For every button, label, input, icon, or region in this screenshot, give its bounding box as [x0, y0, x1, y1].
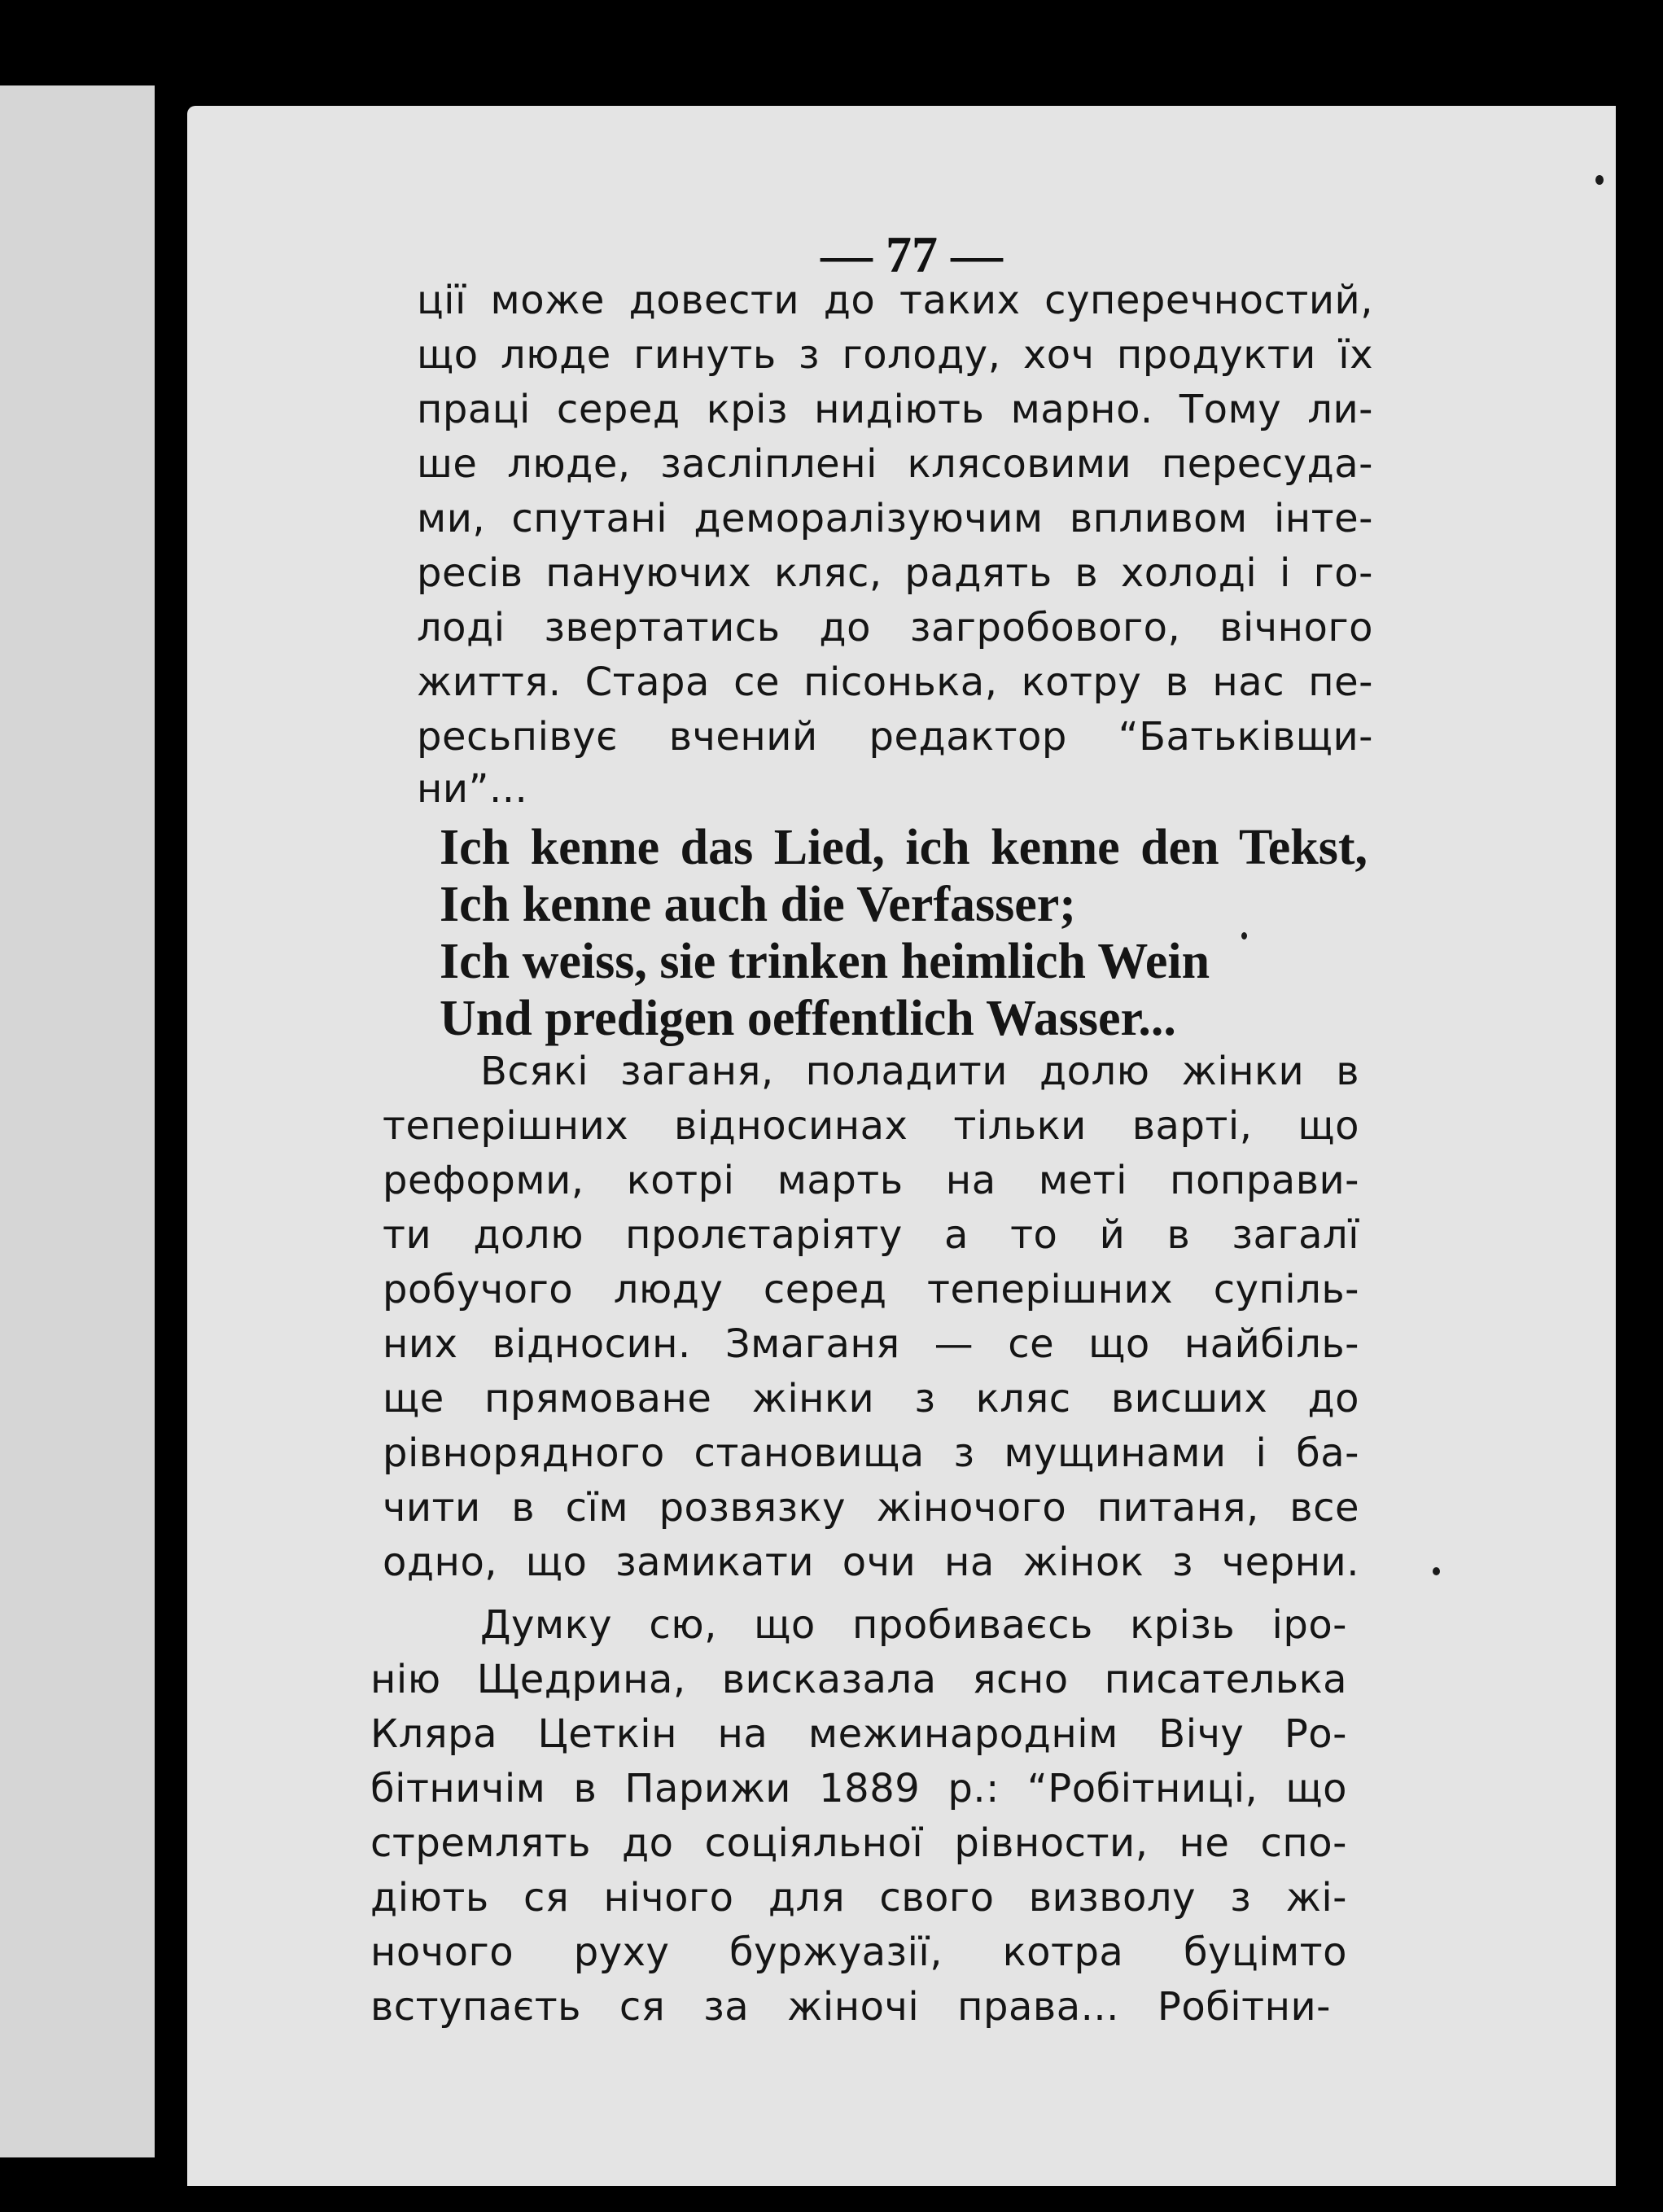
text-line: діють ся нічого для свого визволу з жі- [370, 1875, 1347, 1921]
dust-speck [1595, 175, 1604, 185]
left-page-edge [0, 85, 155, 2157]
text-line: вступаєть ся за жіночі права... Робітни- [370, 1984, 1331, 2030]
poem-line: Ich kenne das Lied, ich kenne den Tekst, [440, 820, 1368, 875]
poem-line: Ich weiss, sie trinken heimlich Wein [440, 934, 1210, 989]
poem-line: Ich kenne auch die Verfasser; [440, 877, 1076, 932]
text-line: ночого руху буржуазії, котра буцімто [370, 1929, 1347, 1975]
scan-border-right [1616, 73, 1663, 2212]
text-line: бітничім в Парижи 1889 р.: “Робітниці, що [370, 1766, 1347, 1811]
text-line: ще прямоване жінки з кляс висших до [383, 1376, 1359, 1421]
text-line: ції може довести до таких суперечностий, [417, 278, 1373, 323]
text-line: лоді звертатись до загробового, вічного [417, 605, 1373, 650]
text-line: стремлять до соціяльної рівности, не спо- [370, 1820, 1347, 1866]
text-line: що люде гинуть з голоду, хоч продукти їх [417, 332, 1373, 378]
text-line: чити в сїм розвязку жіночого питаня, все [383, 1485, 1359, 1531]
text-line: Думку сю, що пробиваєсь крізь іро- [480, 1602, 1347, 1648]
text-line: одно, що замикати очи на жінок з черни. [383, 1540, 1359, 1585]
text-line: них відносин. Змаганя — се що найбіль- [383, 1321, 1359, 1367]
text-line: Кляра Цеткін на межинароднім Вічу Ро- [370, 1711, 1347, 1757]
text-line: життя. Стара се пісонька, котру в нас пе- [417, 659, 1373, 705]
dust-speck [1433, 1567, 1440, 1575]
text-line: робучого люду серед теперішних супіль- [383, 1267, 1359, 1312]
text-line: реформи, котрі марть на меті поправи- [383, 1158, 1359, 1203]
text-line: ше люде, засліплені клясовими пересуда- [417, 441, 1373, 487]
book-gutter [155, 73, 187, 2190]
text-line: ресів пануючих кляс, радять в холоді і го- [417, 550, 1373, 596]
page-number: — 77 — [821, 226, 1003, 283]
text-line: ми, спутані деморалізуючим впливом інте- [417, 496, 1373, 541]
text-line: ни”... [417, 766, 528, 812]
text-line: рівнорядного становища з мущинами і ба- [383, 1430, 1359, 1476]
text-line: теперішних відносинах тільки варті, що [383, 1103, 1359, 1149]
text-line: ресьпівує вчений редактор “Батьківщи- [417, 714, 1373, 760]
poem-line: Und predigen oeffentlich Wasser... [440, 991, 1176, 1046]
text-line: праці серед кріз нидіють марно. Тому ли- [417, 387, 1373, 432]
text-line: ти долю пролєтаріяту а то й в загалї [383, 1212, 1359, 1258]
text-line: Всякі заганя, поладити долю жінки в [480, 1049, 1359, 1094]
text-line: нію Щедрина, висказала ясно писателька [370, 1657, 1347, 1702]
